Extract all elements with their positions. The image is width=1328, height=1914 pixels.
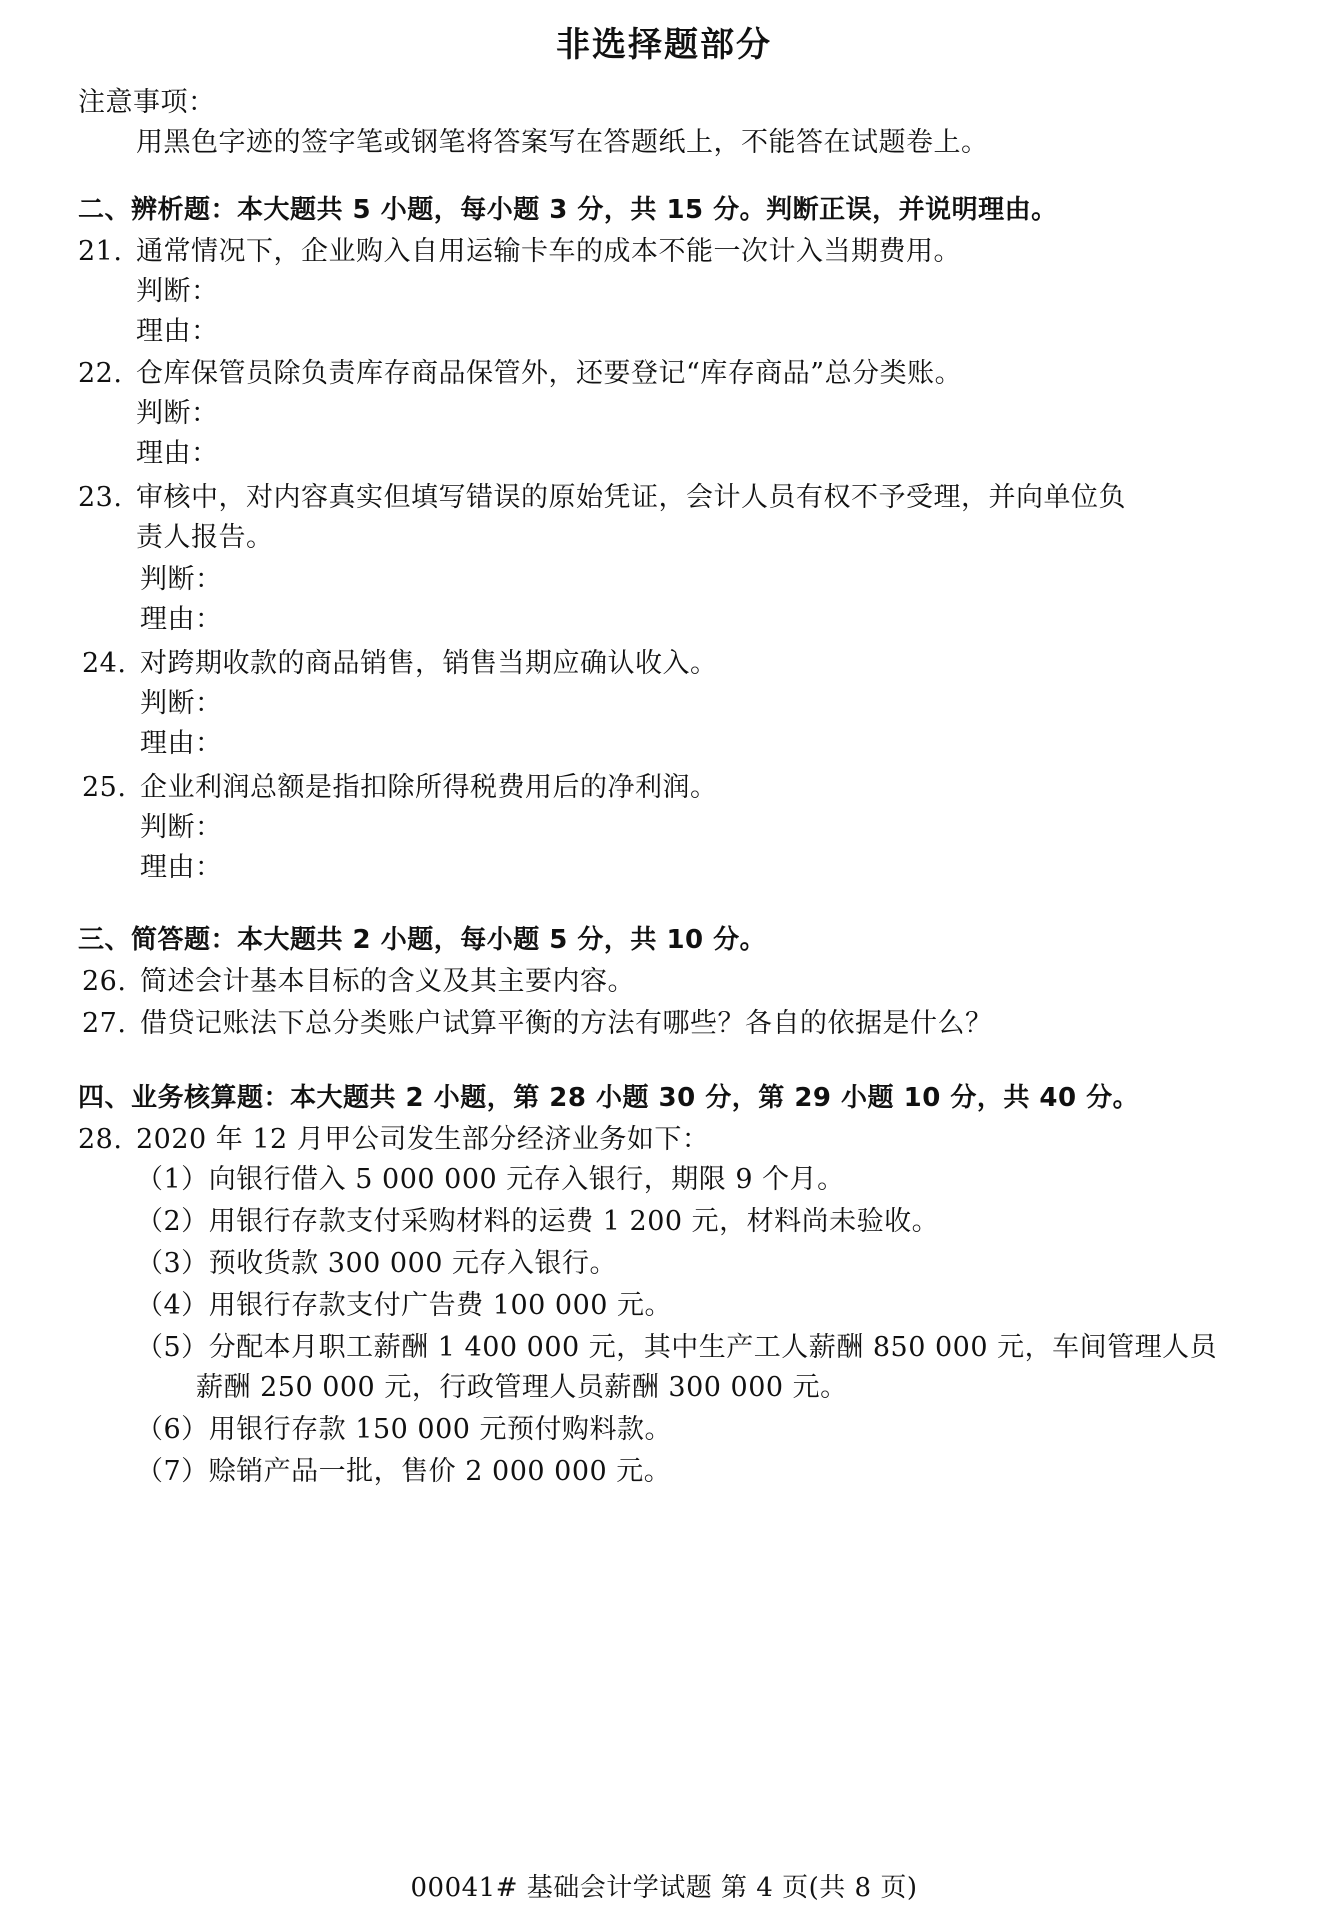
question-25 [82,768,718,808]
question-text: 对跨期收款的商品销售，销售当期应确认收入。 [140,648,718,679]
item-text: 预收货款 300 000 元存入银行。 [208,1248,618,1279]
question-text: 企业利润总额是指扣除所得税费用后的净利润。 [140,772,718,803]
question-text: 通常情况下，企业购入自用运输卡车的成本不能一次计入当期费用。 [136,236,961,267]
question-text: 审核中，对内容真实但填写错误的原始凭证，会计人员有权不予受理，并向单位负 [136,482,1126,513]
question-number: 23. [78,482,123,513]
question-27 [82,1004,993,1044]
page-footer: 00041# 基础会计学试题 第 4 页(共 8 页) [410,1873,918,1903]
section-4-heading: 四、业务核算题：本大题共 2 小题，第 28 小题 30 分，第 29 小题 10 分，共 40 分。 [78,1083,1140,1113]
question-number: 25. [82,772,127,803]
item-text: 向银行借入 5 000 000 元存入银行，期限 9 个月。 [208,1164,845,1195]
reason-label: 理由： [140,604,223,635]
notice-heading: 注意事项： [78,87,216,118]
item-label: （6） [136,1414,209,1445]
question-22 [78,354,962,394]
list-item [136,1286,672,1326]
reason-label: 理由： [140,852,223,883]
item-text-continued: 薪酬 250 000 元，行政管理人员薪酬 300 000 元。 [196,1372,848,1403]
list-item [136,1160,845,1200]
reason-label: 理由： [136,438,219,469]
question-number: 22. [78,358,123,389]
question-number: 27. [82,1008,127,1039]
question-text: 2020 年 12 月甲公司发生部分经济业务如下： [136,1124,710,1155]
reason-label: 理由： [136,316,219,347]
question-text: 借贷记账法下总分类账户试算平衡的方法有哪些？各自的依据是什么？ [140,1008,993,1039]
item-label: （1） [136,1164,209,1195]
question-text: 简述会计基本目标的含义及其主要内容。 [140,966,635,997]
judge-label: 判断： [136,398,219,429]
question-number: 21. [78,236,123,267]
list-item [136,1202,939,1242]
question-number: 26. [82,966,127,997]
judge-label: 判断： [136,276,219,307]
item-label: （7） [136,1456,209,1487]
list-item [136,1244,617,1284]
item-label: （5） [136,1332,209,1363]
reason-label: 理由： [140,728,223,759]
judge-label: 判断： [140,812,223,843]
item-text: 用银行存款支付广告费 100 000 元。 [208,1290,673,1321]
question-number: 28. [78,1124,123,1155]
question-23 [78,478,1126,518]
question-text-continued: 责人报告。 [136,522,274,553]
item-text: 用银行存款支付采购材料的运费 1 200 元，材料尚未验收。 [208,1206,940,1237]
list-item [136,1410,672,1450]
item-text: 用银行存款 150 000 元预付购料款。 [208,1414,673,1445]
item-label: （2） [136,1206,209,1237]
item-label: （3） [136,1248,209,1279]
list-item [136,1328,1217,1368]
item-text: 赊销产品一批，售价 2 000 000 元。 [208,1456,672,1487]
list-item [136,1452,671,1492]
judge-label: 判断： [140,564,223,595]
item-label: （4） [136,1290,209,1321]
notice-text: 用黑色字迹的签字笔或钢笔将答案写在答题纸上，不能答在试题卷上。 [136,127,989,158]
page-title: 非选择题部分 [556,25,772,65]
question-26 [82,962,635,1002]
judge-label: 判断： [140,688,223,719]
question-24 [82,644,718,684]
question-28 [78,1120,709,1160]
item-text: 分配本月职工薪酬 1 400 000 元，其中生产工人薪酬 850 000 元，车间管理人员 [208,1332,1218,1363]
question-text: 仓库保管员除负责库存商品保管外，还要登记“库存商品”总分类账。 [136,358,963,389]
question-number: 24. [82,648,127,679]
question-21 [78,232,961,272]
section-2-heading: 二、辨析题：本大题共 5 小题，每小题 3 分，共 15 分。判断正误，并说明理由。 [78,195,1058,225]
section-3-heading: 三、简答题：本大题共 2 小题，每小题 5 分，共 10 分。 [78,925,767,955]
